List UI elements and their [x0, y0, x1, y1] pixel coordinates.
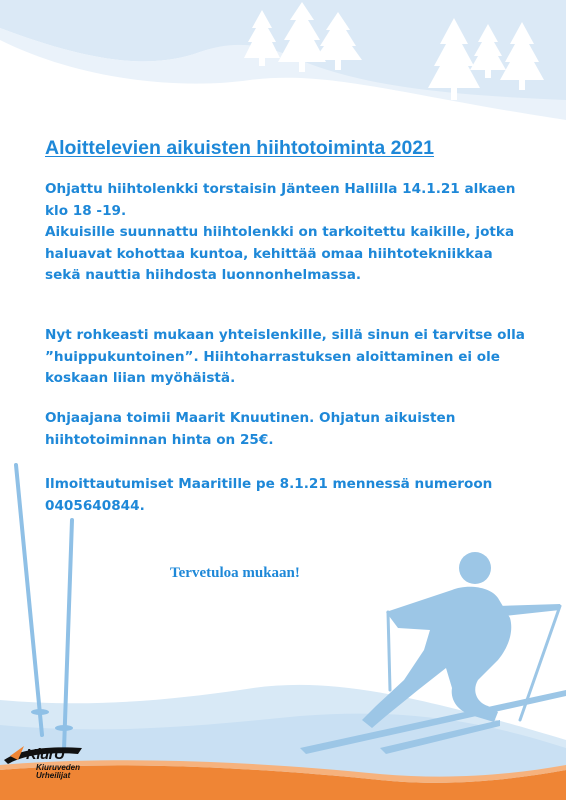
paragraph-description: Aikuisille suunnattu hiihtolenkki on tarkoitettu kaikille, jotka haluavat kohottaa kuntoa, kehittää omaa hiihtotekniikkaa sekä nauttia hiihdosta luonnonhelmassa.	[45, 224, 515, 283]
flyer-title: Aloittelevien aikuisten hiihtotoiminta 2021	[45, 137, 435, 159]
paragraph-instructor-price: Ohjaajana toimii Maarit Knuutinen. Ohjatun aikuisten hiihtotoiminnan hinta on 25€.	[45, 410, 456, 448]
welcome-text: Tervetuloa mukaan!	[170, 565, 300, 581]
paragraph-schedule: Ohjattu hiihtolenkki torstaisin Jänteen Hallilla 14.1.21 alkaen klo 18 -19.	[45, 181, 516, 219]
club-logo	[2, 740, 112, 795]
logo-name: KiurU	[26, 746, 65, 763]
paragraph-encouragement: Nyt rohkeasti mukaan yhteislenkille, sillä sinun ei tarvitse olla ”huippukuntoinen”. Hiihtoharrastuksen aloittaminen ei ole koskaan liian myöhäistä.	[45, 327, 525, 386]
paragraph-registration: Ilmoittautumiset Maaritille pe 8.1.21 mennessä numeroon 0405640844.	[45, 476, 493, 514]
logo-subtitle: Kiuruveden Urheilijat	[36, 763, 81, 780]
